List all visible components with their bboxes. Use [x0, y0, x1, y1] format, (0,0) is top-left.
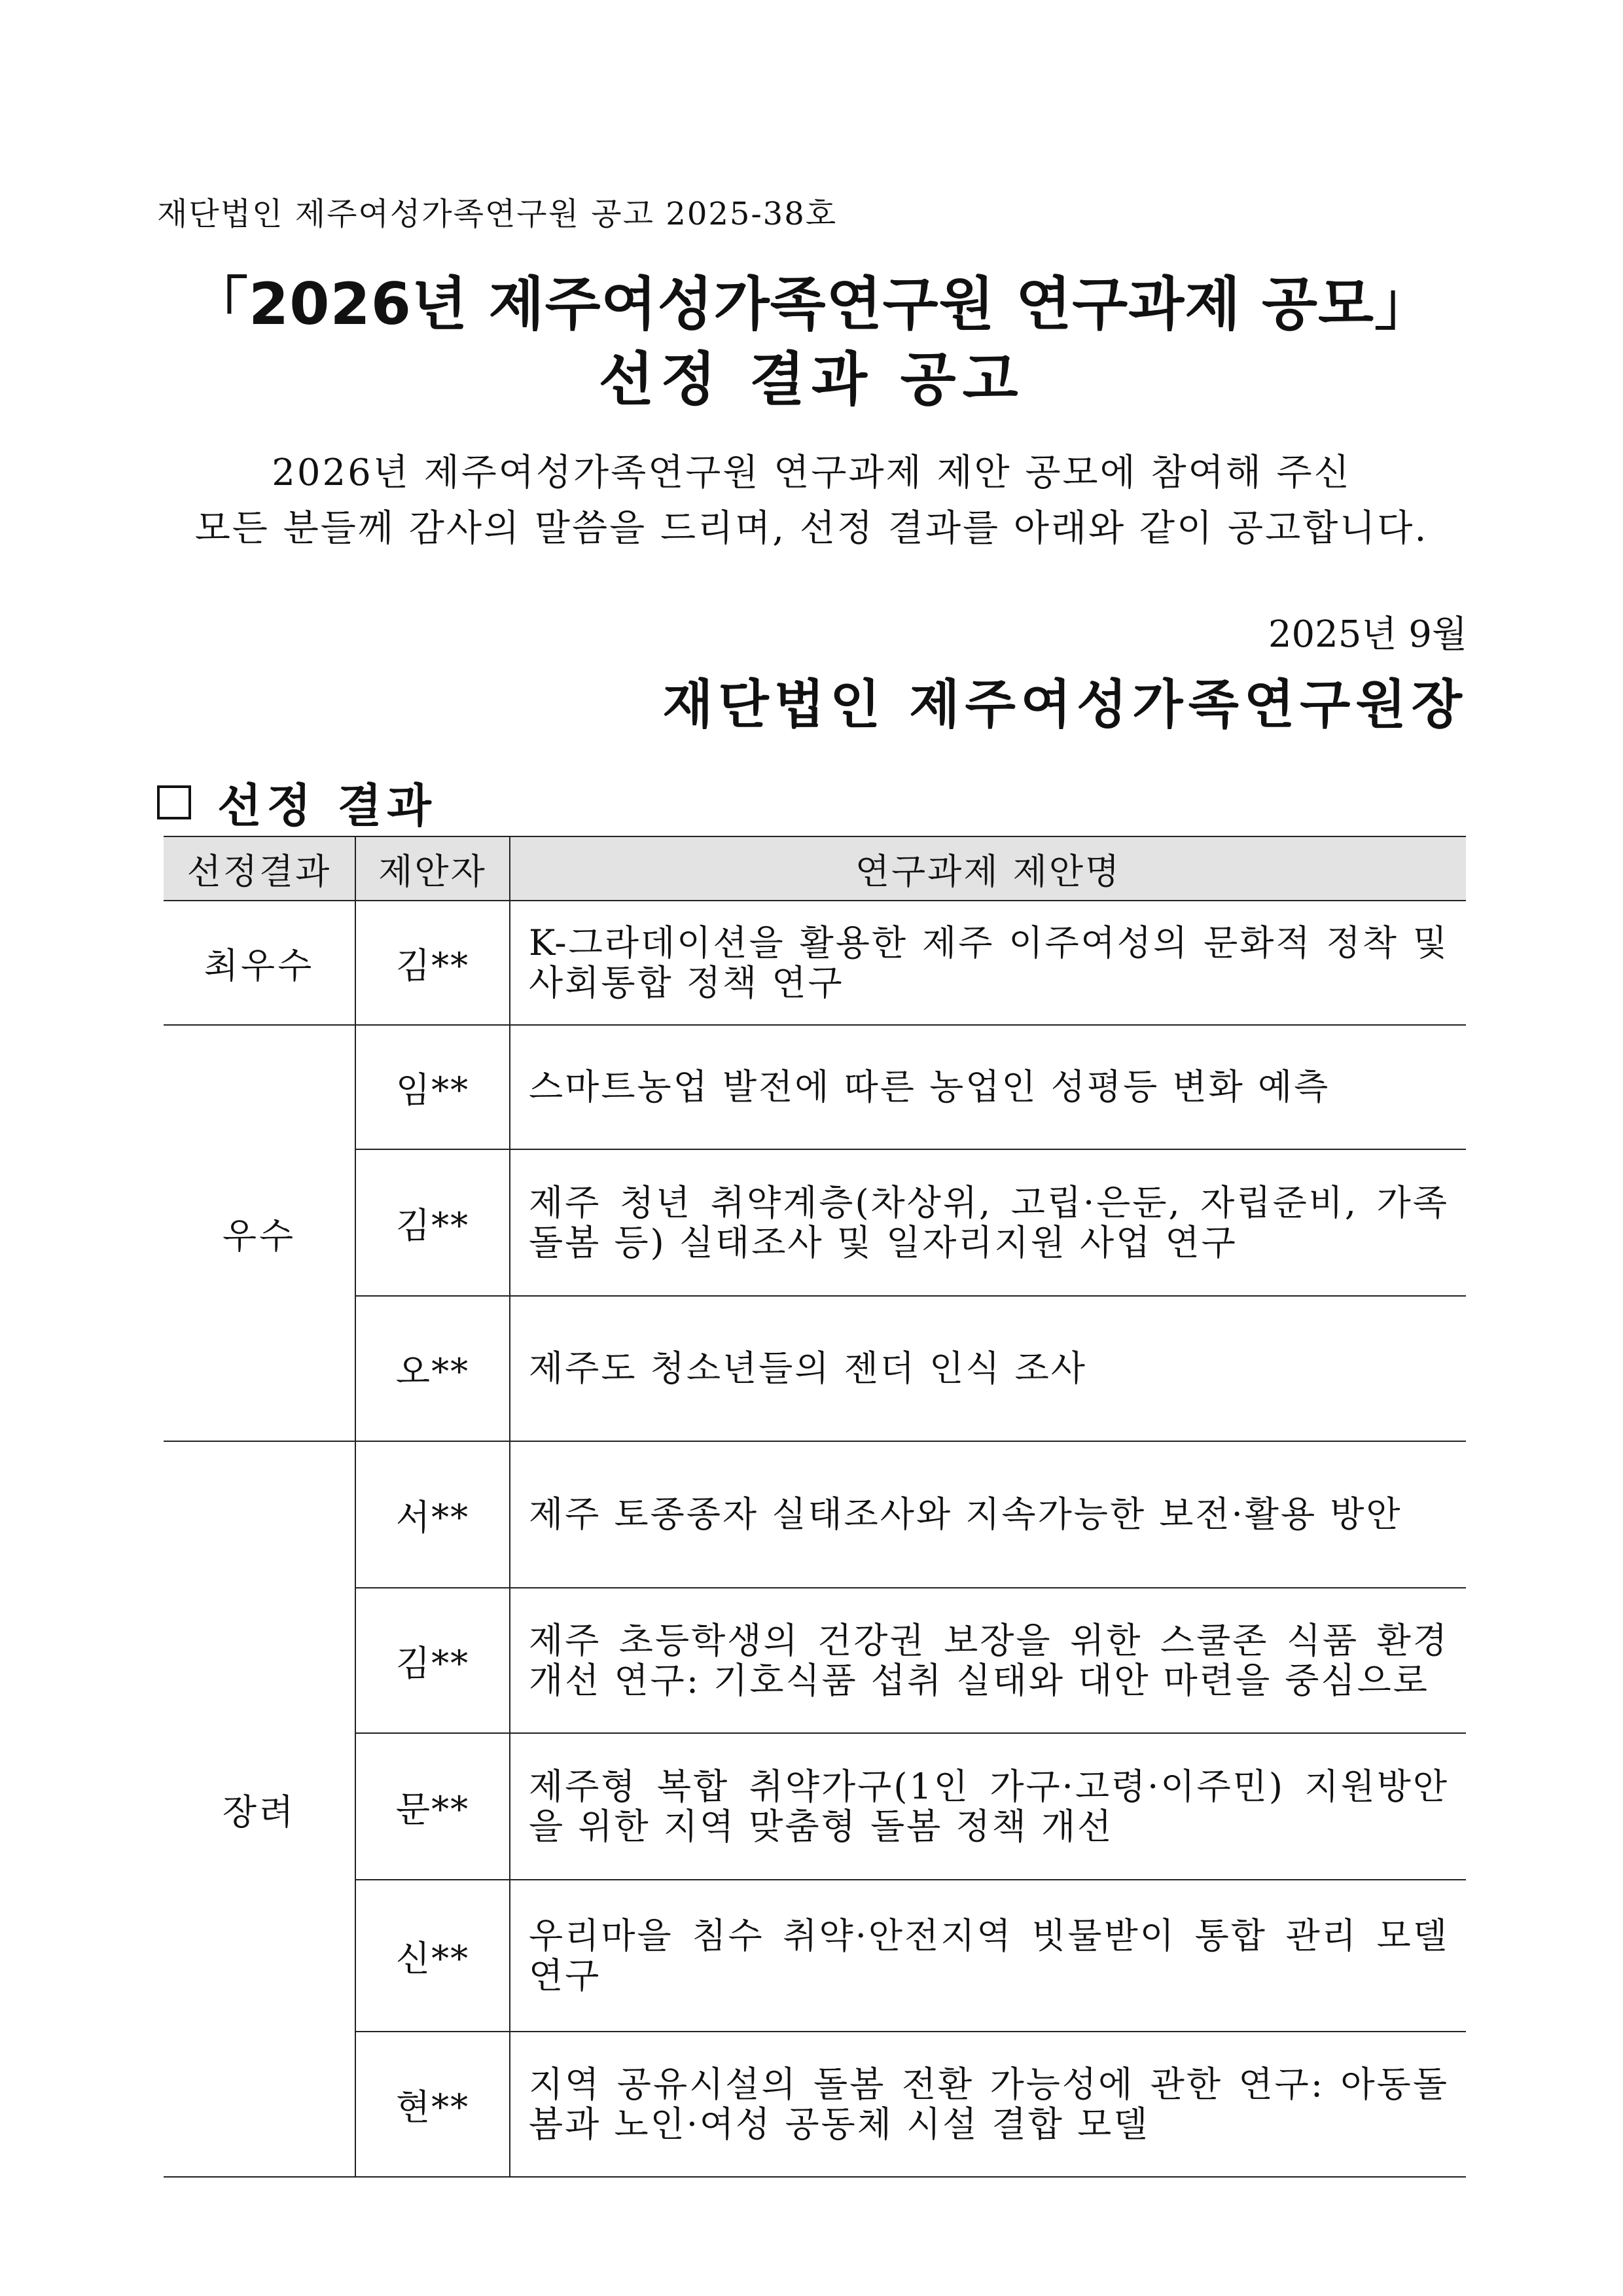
project-title: 제주 초등학생의 건강권 보장을 위한 스쿨존 식품 환경 개선 연구: 기호식품 섭취 실태와 대안 마련을 중심으로 — [510, 1588, 1466, 1733]
table-row — [164, 1149, 1466, 1296]
table-row — [164, 1296, 1466, 1441]
table-row — [164, 1441, 1466, 1588]
proposer-name: 임** — [355, 1025, 510, 1149]
project-title: 제주 청년 취약계층(차상위, 고립·은둔, 자립준비, 가족돌봄 등) 실태조사 및 일자리지원 사업 연구 — [510, 1149, 1466, 1296]
proposer-name: 김** — [355, 1588, 510, 1733]
table-row — [164, 1880, 1466, 2032]
proposer-name: 오** — [355, 1296, 510, 1441]
result-grade: 최우수 — [164, 901, 355, 1025]
result-grade: 우수 — [164, 1025, 355, 1441]
proposer-name: 현** — [355, 2032, 510, 2177]
proposer-name: 서** — [355, 1441, 510, 1588]
project-title: 제주형 복합 취약가구(1인 가구·고령·이주민) 지원방안을 위한 지역 맞춤형 돌봄 정책 개선 — [510, 1733, 1466, 1880]
results-table — [164, 836, 1466, 2178]
notice-date: 2025년 9월 — [1268, 613, 1467, 656]
issuer-name: 재단법인 제주여성가족연구원장 — [662, 673, 1467, 735]
table-row — [164, 1588, 1466, 1733]
notice-title-line1: 「2026년 제주여성가족연구원 연구과제 공모」 — [190, 270, 1433, 338]
project-title: 제주도 청소년들의 젠더 인식 조사 — [510, 1296, 1466, 1441]
proposer-name: 김** — [355, 1149, 510, 1296]
proposer-name: 김** — [355, 901, 510, 1025]
checkbox-icon — [157, 785, 191, 819]
header-result: 선정결과 — [164, 836, 355, 901]
section-heading — [157, 769, 437, 835]
table-row — [164, 1733, 1466, 1880]
project-title: 지역 공유시설의 돌봄 전환 가능성에 관한 연구: 아동돌봄과 노인·여성 공동체 시설 결합 모델 — [510, 2032, 1466, 2177]
intro-text-line2: 모든 분들께 감사의 말씀을 드리며, 선정 결과를 아래와 같이 공고합니다. — [194, 507, 1429, 550]
notice-title-line2: 선정 결과 공고 — [598, 346, 1025, 413]
result-grade: 장려 — [164, 1441, 355, 2177]
header-proposer: 제안자 — [355, 836, 510, 901]
table-row — [164, 2032, 1466, 2177]
project-title: K-그라데이션을 활용한 제주 이주여성의 문화적 정착 및 사회통합 정책 연구 — [510, 901, 1466, 1025]
project-title: 우리마을 침수 취약·안전지역 빗물받이 통합 관리 모델 연구 — [510, 1880, 1466, 2032]
proposer-name: 문** — [355, 1733, 510, 1880]
table-row — [164, 1025, 1466, 1149]
project-title: 제주 토종종자 실태조사와 지속가능한 보전·활용 방안 — [510, 1441, 1466, 1588]
project-title: 스마트농업 발전에 따른 농업인 성평등 변화 예측 — [510, 1025, 1466, 1149]
notice-number: 재단법인 제주여성가족연구원 공고 2025-38호 — [157, 196, 838, 232]
table-row — [164, 901, 1466, 1025]
intro-text-line1: 2026년 제주여성가족연구원 연구과제 제안 공모에 참여해 주신 — [272, 452, 1351, 494]
table-header-row — [164, 836, 1466, 901]
proposer-name: 신** — [355, 1880, 510, 2032]
header-title: 연구과제 제안명 — [510, 836, 1466, 901]
section-title: 선정 결과 — [217, 779, 437, 833]
